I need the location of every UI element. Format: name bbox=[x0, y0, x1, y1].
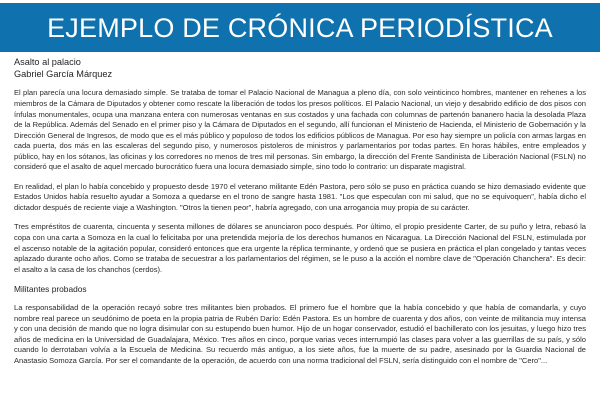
section-heading: Militantes probados bbox=[14, 284, 87, 295]
body-paragraph: Tres empréstitos de cuarenta, cincuenta y sesenta millones de dólares se anunciaron poco después. Por último, el propio presidente Carter, de su puño y letra, rebasó la copa con una carta a Somoza en la cual lo felicitaba por una pretendida mejoría de los derechos humanos en Nicaragua. La Dirección Nacional del FSLN, estimulada por el ascenso notable de la agitación popular, consideró entonces que era urgente la réplica terminante, y ordenó que se pusiera en práctica el plan congelado y tantas veces aplazado durante ocho años. Como se trataba de secuestrar a los parlamentarios del régimen, se le puso a la acción el nombre clave de "Operación Chanchera". Es decir: el asalto a la casa de los chanchos (cerdos). bbox=[14, 222, 586, 274]
page-banner bbox=[0, 3, 600, 52]
body-paragraph: El plan parecía una locura demasiado simple. Se trataba de tomar el Palacio Nacional de Managua a pleno día, con solo veinticinco hombres, mantener en rehenes a los miembros de la Cámara de Diputados y obtener como rescate la liberación de todos los presos políticos. El Palacio Nacional, un viejo y desabrido edificio de dos pisos con ínfulas monumentales, ocupa una manzana entera con numerosas ventanas en sus costados y una fachada con columnas de partenón bananero hacia la desolada Plaza de la República. Además del Senado en el primer piso y la Cámara de Diputados en el segundo, allí funcionan el Ministerio de Hacienda, el Ministerio de Gobernación y la Dirección General de Ingresos, de modo que es el más público y populoso de todos los edificios públicos de Managua. Por eso hay siempre un policía con armas largas en cada puerta, dos más en las escaleras del segundo piso, y numerosos pistoleros de ministros y parlamentarios por todas partes. En horas hábiles, entre empleados y público, hay en los sótanos, las oficinas y los corredores no menos de tres mil personas. Sin embargo, la dirección del Frente Sandinista de Liberación Nacional (FSLN) no consideró que el asalto de aquel mercado burocrático fuera una locura demasiado simple, sino todo lo contrario: un disparate magistral. bbox=[14, 88, 586, 172]
banner-title: EJEMPLO DE CRÓNICA PERIODÍSTICA bbox=[47, 12, 553, 43]
document-title: Asalto al palacio bbox=[14, 57, 81, 67]
document-content bbox=[14, 56, 586, 366]
document-author: Gabriel García Márquez bbox=[14, 69, 113, 80]
body-paragraph: La responsabilidad de la operación recayó sobre tres militantes bien probados. El primero fue el hombre que la había concebido y que había de comandarla, y cuyo nombre real parece un seudónimo de poeta en la propia patria de Rubén Darío: Edén Pastora. Es un hombre de cuarenta y dos años, con veinte de militancia muy intensa y con una decisión de mando que no logra disimular con su estupendo buen humor. Hijo de un hogar conservador, estudió el bachillerato con los jesuitas, y luego hizo tres años de medicina en la Universidad de Guadalajara, México. Tres años en cinco, porque varias veces interrumpió las clases para volver a las guerrillas de su país, y sólo cuando lo derrotaban volvía a la Escuela de Medicina. Su recuerdo más antiguo, a los siete años, fue la muerte de su padre, asesinado por la Guardia Nacional de Anastasio Somoza García. Por ser el comandante de la operación, de acuerdo con una norma tradicional del FSLN, sería distinguido con el nombre de "Cero"... bbox=[14, 303, 586, 365]
body-paragraph: En realidad, el plan lo había concebido y propuesto desde 1970 el veterano militante Edén Pastora, pero sólo se puso en práctica cuando se hizo demasiado evidente que Estados Unidos había resuelto ayudar a Somoza a quedarse en el trono de sangre hasta 1981. "Los que especulan con mi salud, que no se equivoquen", había dicho el dictador después de reciente viaje a Washington. "Otros la tienen peor", habría agregado, con una arrogancia muy propia de su carácter. bbox=[14, 181, 586, 212]
